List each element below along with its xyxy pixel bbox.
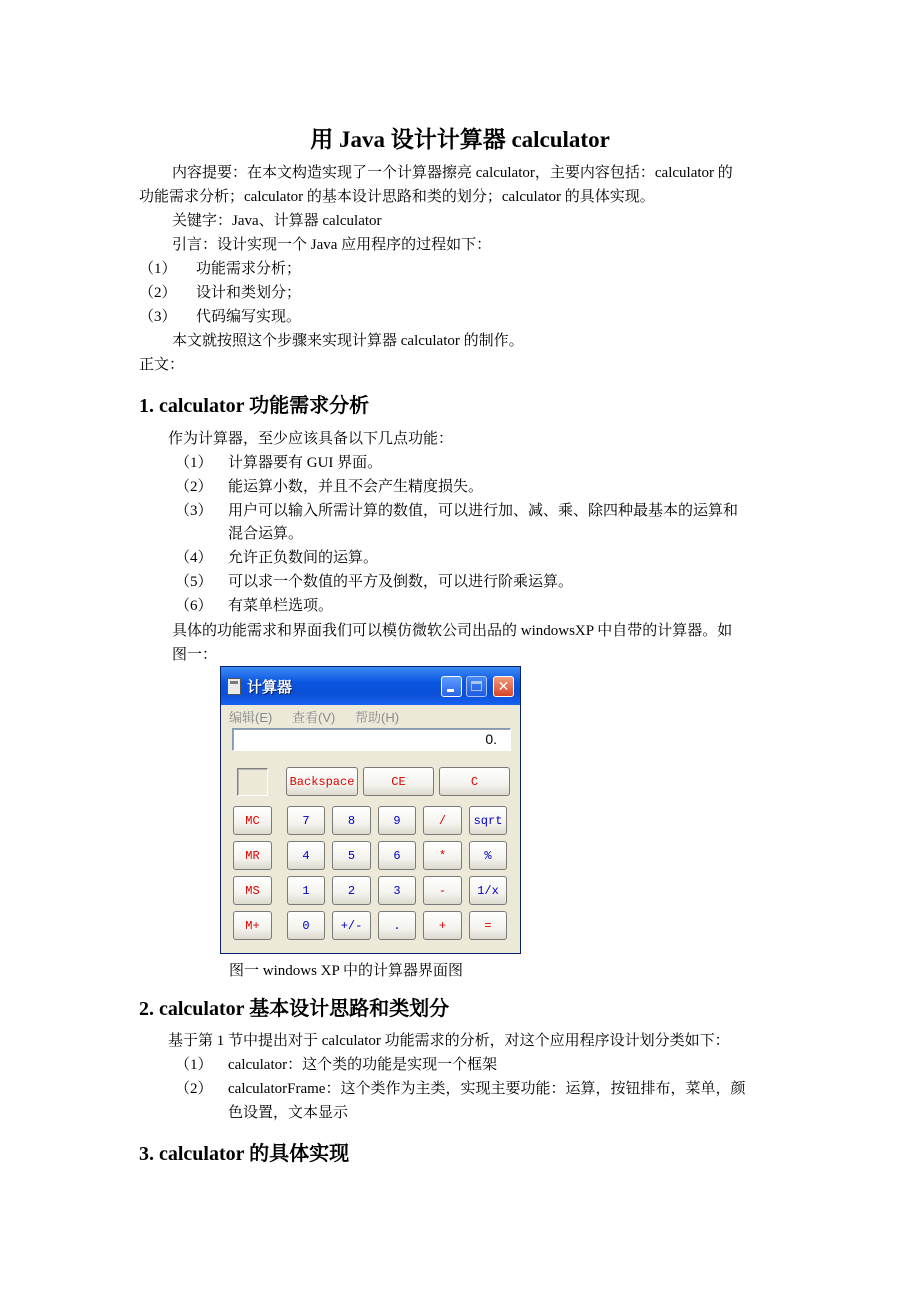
list-item-text: 计算器要有 GUI 界面。 bbox=[228, 455, 383, 471]
step-text: 代码编写实现。 bbox=[196, 309, 302, 325]
list-item-number: （2） bbox=[175, 1081, 213, 1097]
list-item-text: calculatorFrame：这个类作为主类，实现主要功能：运算，按钮排布，菜单，颜 bbox=[228, 1081, 746, 1097]
list-item-number: （3） bbox=[175, 503, 213, 519]
intro-end: 本文就按照这个步骤来实现计算器 calculator 的制作。 bbox=[172, 333, 524, 349]
multiply-button[interactable]: * bbox=[423, 841, 462, 870]
section-1-paragraph-line-1: 具体的功能需求和界面我们可以模仿微软公司出品的 windowsXP 中自带的计算器。如 bbox=[172, 623, 733, 639]
figure-caption: 图一 windows XP 中的计算器界面图 bbox=[229, 963, 464, 979]
digit-6-button[interactable]: 6 bbox=[378, 841, 416, 870]
memory-clear-button[interactable]: MC bbox=[233, 806, 272, 835]
digit-3-button[interactable]: 3 bbox=[378, 876, 416, 905]
maximize-icon bbox=[471, 681, 482, 691]
sqrt-button[interactable]: sqrt bbox=[469, 806, 507, 835]
clear-button[interactable]: C bbox=[439, 767, 510, 796]
step-number: （2） bbox=[139, 285, 177, 301]
divide-button[interactable]: / bbox=[423, 806, 462, 835]
maximize-button[interactable] bbox=[466, 676, 487, 697]
list-item-number: （2） bbox=[175, 479, 213, 495]
section-2-heading: 2. calculator 基本设计思路和类划分 bbox=[139, 998, 450, 1020]
equals-button[interactable]: = bbox=[469, 911, 507, 940]
add-button[interactable]: + bbox=[423, 911, 462, 940]
list-item-text: 能运算小数，并且不会产生精度损失。 bbox=[228, 479, 484, 495]
list-item-number: （6） bbox=[175, 598, 213, 614]
decimal-point-button[interactable]: . bbox=[378, 911, 416, 940]
list-item-text-continued: 混合运算。 bbox=[228, 526, 304, 542]
step-text: 功能需求分析； bbox=[196, 261, 302, 277]
digit-2-button[interactable]: 2 bbox=[332, 876, 371, 905]
list-item-text: 有菜单栏选项。 bbox=[228, 598, 334, 614]
list-item-number: （5） bbox=[175, 574, 213, 590]
memory-store-button[interactable]: MS bbox=[233, 876, 272, 905]
digit-1-button[interactable]: 1 bbox=[287, 876, 325, 905]
section-2-lead: 基于第 1 节中提出对于 calculator 功能需求的分析，对这个应用程序设计划分类如下： bbox=[168, 1033, 730, 1049]
digit-9-button[interactable]: 9 bbox=[378, 806, 416, 835]
list-item-text: 允许正负数间的运算。 bbox=[228, 550, 379, 566]
abstract-line-2: 功能需求分析；calculator 的基本设计思路和类的划分；calculator 的具体实现。 bbox=[139, 189, 655, 205]
section-3-heading: 3. calculator 的具体实现 bbox=[139, 1143, 350, 1165]
step-number: （3） bbox=[139, 309, 177, 325]
reciprocal-button[interactable]: 1/x bbox=[469, 876, 507, 905]
sign-toggle-button[interactable]: +/- bbox=[332, 911, 371, 940]
close-button[interactable] bbox=[493, 676, 514, 697]
menu-help[interactable]: 帮助(H) bbox=[355, 710, 400, 725]
clear-entry-button[interactable]: CE bbox=[363, 767, 434, 796]
menu-edit[interactable]: 编辑(E) bbox=[229, 710, 273, 725]
menu-bar bbox=[221, 705, 520, 725]
body-label: 正文： bbox=[139, 357, 185, 373]
minimize-icon bbox=[447, 689, 454, 692]
digit-5-button[interactable]: 5 bbox=[332, 841, 371, 870]
calculator-window bbox=[220, 666, 521, 954]
digit-8-button[interactable]: 8 bbox=[332, 806, 371, 835]
digit-7-button[interactable]: 7 bbox=[287, 806, 325, 835]
step-text: 设计和类划分； bbox=[196, 285, 302, 301]
step-number: （1） bbox=[139, 261, 177, 277]
section-1-heading: 1. calculator 功能需求分析 bbox=[139, 395, 370, 417]
keywords: 关键字：Java、计算器 calculator bbox=[172, 213, 382, 229]
section-1-paragraph-line-2: 图一： bbox=[172, 647, 218, 663]
memory-indicator bbox=[237, 768, 268, 796]
percent-button[interactable]: % bbox=[469, 841, 507, 870]
list-item-number: （1） bbox=[175, 455, 213, 471]
abstract-line-1: 内容提要：在本文构造实现了一个计算器擦亮 calculator，主要内容包括：calculator 的 bbox=[172, 165, 733, 181]
backspace-button[interactable]: Backspace bbox=[286, 767, 358, 796]
memory-recall-button[interactable]: MR bbox=[233, 841, 272, 870]
calculator-app-icon bbox=[227, 678, 241, 695]
calculator-display: 0. bbox=[232, 728, 511, 751]
subtract-button[interactable]: - bbox=[423, 876, 462, 905]
title-bar[interactable] bbox=[221, 667, 520, 705]
memory-add-button[interactable]: M+ bbox=[233, 911, 272, 940]
list-item-number: （4） bbox=[175, 550, 213, 566]
digit-4-button[interactable]: 4 bbox=[287, 841, 325, 870]
minimize-button[interactable] bbox=[441, 676, 462, 697]
intro: 引言：设计实现一个 Java 应用程序的过程如下： bbox=[172, 237, 492, 253]
window-title: 计算器 bbox=[247, 679, 293, 696]
menu-view[interactable]: 查看(V) bbox=[292, 710, 336, 725]
list-item-text-continued: 色设置，文本显示 bbox=[228, 1105, 349, 1121]
section-1-lead: 作为计算器，至少应该具备以下几点功能： bbox=[168, 431, 454, 447]
close-icon: ✕ bbox=[497, 678, 510, 694]
list-item-number: （1） bbox=[175, 1057, 213, 1073]
list-item-text: calculator：这个类的功能是实现一个框架 bbox=[228, 1057, 498, 1073]
list-item-text: 可以求一个数值的平方及倒数，可以进行阶乘运算。 bbox=[228, 574, 574, 590]
list-item-text: 用户可以输入所需计算的数值，可以进行加、减、乘、除四种最基本的运算和 bbox=[228, 503, 739, 519]
digit-0-button[interactable]: 0 bbox=[287, 911, 325, 940]
document-title: 用 Java 设计计算器 calculator bbox=[310, 127, 610, 152]
